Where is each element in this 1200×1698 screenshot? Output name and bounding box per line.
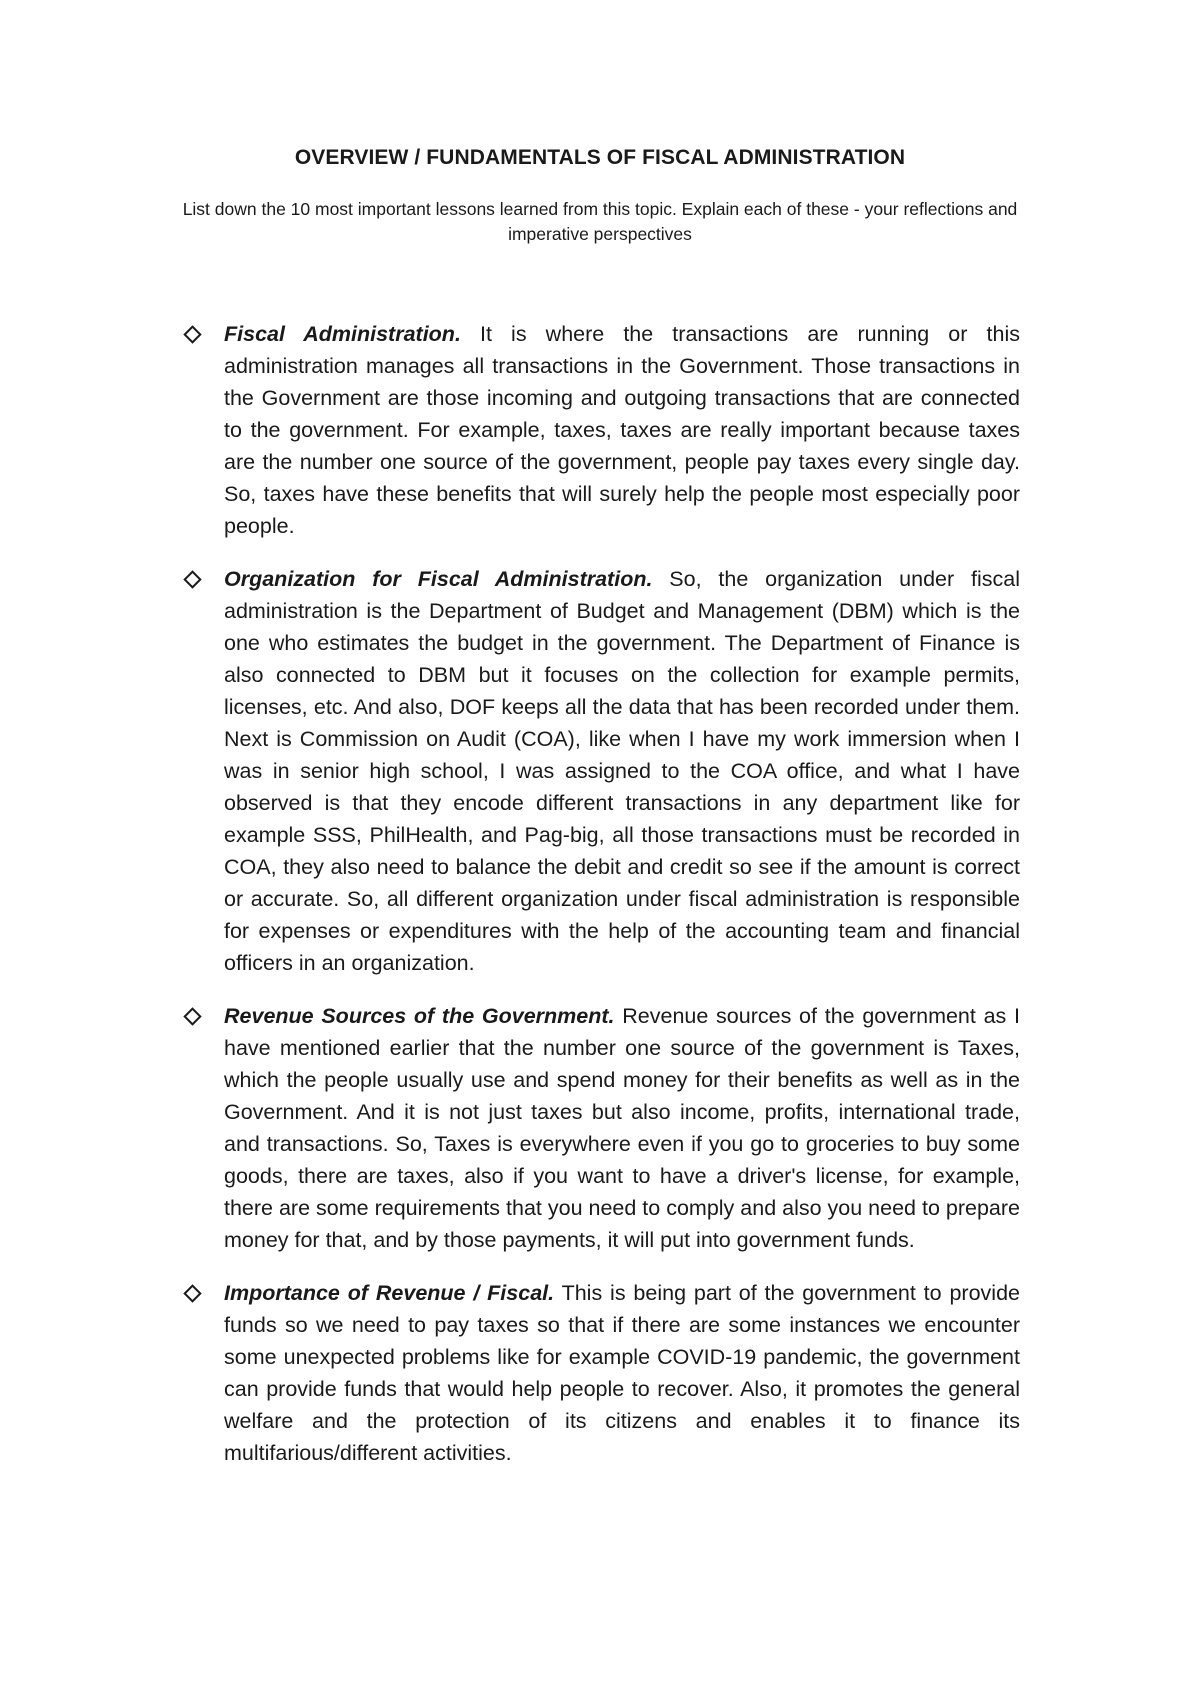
lesson-heading: Fiscal Administration. [224, 322, 461, 346]
lesson-item [224, 318, 1020, 542]
lessons-list [224, 318, 1020, 1490]
lesson-heading: Importance of Revenue / Fiscal. [224, 1281, 555, 1305]
diamond-bullet-icon [183, 570, 201, 588]
lesson-heading: Organization for Fiscal Administration. [224, 567, 653, 591]
lesson-item [224, 1277, 1020, 1469]
diamond-bullet-icon [183, 325, 201, 343]
lesson-body: This is being part of the government to provide funds so we need to pay taxes so that if there are some instances we encounter some unexpected problems like for example COVID-19 pandemic, the government can provide funds that would help people to recover. Also, it promotes the general welfare and the protection of its citizens and enables it to finance its multifarious/different activities. [224, 1281, 1020, 1465]
lesson-body: Revenue sources of the government as I have mentioned earlier that the number one source of the government is Taxes, which the people usually use and spend money for their benefits as well as in the Government. And it is not just taxes but also income, profits, international trade, and transactions. So, Taxes is everywhere even if you go to groceries to buy some goods, there are taxes, also if you want to have a driver's license, for example, there are some requirements that you need to comply and also you need to prepare money for that, and by those payments, it will put into government funds. [224, 1004, 1020, 1252]
lesson-item [224, 1000, 1020, 1256]
lesson-body: So, the organization under fiscal administration is the Department of Budget and Management (DBM) which is the one who estimates the budget in the government. The Department of Finance is also connected to DBM but it focuses on the collection for example permits, licenses, etc. And also, DOF keeps all the data that has been recorded under them. Next is Commission on Audit (COA), like when I have my work immersion when I was in senior high school, I was assigned to the COA office, and what I have observed is that they encode different transactions in any department like for example SSS, PhilHealth, and Pag-big, all those transactions must be recorded in COA, they also need to balance the debit and credit so see if the amount is correct or accurate. So, all different organization under fiscal administration is responsible for expenses or expenditures with the help of the accounting team and financial officers in an organization. [224, 567, 1020, 975]
instructions-text: List down the 10 most important lessons learned from this topic. Explain each of these - your reflections and imperative perspectives [182, 199, 1018, 244]
diamond-bullet-icon [183, 1284, 201, 1302]
document-title: OVERVIEW / FUNDAMENTALS OF FISCAL ADMINISTRATION [294, 146, 906, 169]
diamond-bullet-icon [183, 1007, 201, 1025]
lesson-item [224, 563, 1020, 979]
lesson-heading: Revenue Sources of the Government. [224, 1004, 615, 1028]
lesson-body: It is where the transactions are running or this administration manages all transactions in the Government. Those transactions in the Government are those incoming and outgoing transactions that are connected to the government. For example, taxes, taxes are really important because taxes are the number one source of the government, people pay taxes every single day. So, taxes have these benefits that will surely help the people most especially poor people. [224, 322, 1020, 538]
